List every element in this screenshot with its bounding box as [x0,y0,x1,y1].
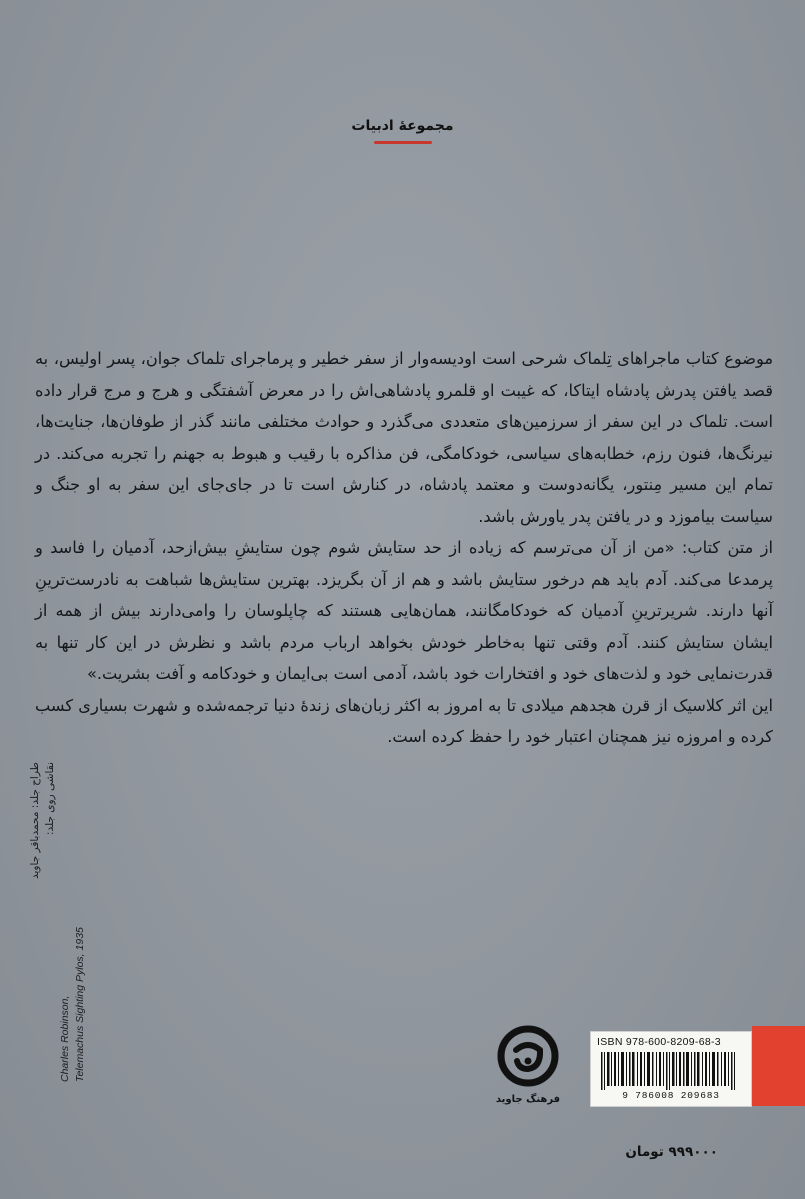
series-header [0,118,805,144]
isbn-barcode-box [590,1031,752,1107]
price: ۹۹۹۰۰۰ تومان [625,1144,718,1160]
blurb-paragraph-legacy: این اثر کلاسیک از قرن هجدهم میلادی تا به امروز به اکثر زبان‌های زندهٔ دنیا ترجمه‌شده و شهرت بسیاری کسب کرده و امروزه نیز همچنان اعتبار خود را حفظ کرده است. [35,695,773,746]
painting-title: Telemachus Sighting Pylos, 1935 [74,927,86,1082]
series-underline [374,141,432,144]
color-tab [752,1026,805,1106]
series-title: مجموعهٔ ادبیات [351,118,454,134]
publisher-logo [488,1025,568,1105]
blurb-paragraph-summary: موضوع کتاب ماجراهای تِلماک شرحی است اودیسه‌وار از سفر خطیر و پرماجرای تلماک جوان، پسر اولیس، به قصد یافتن پدرش پادشاه ایتاکا، که غیبت او قلمرو پادشاهی‌اش را در معرض آشفتگی و هرج و مرج قرار داده است. تلماک در این سفر از سرزمین‌های متعددی می‌گذرد و حوادث مختلفی مانند گذر از طوفان‌ها، جنایت‌ها، نیرنگ‌ها، فنون رزم، خطابه‌های سیاسی، خودکامگی، فن مذاکره با رقیب و هبوط به جهنم را تجربه می‌کند. در تمام این مسیر مِنتور، یگانه‌دوست و معتمد پادشاه، در کنارش است تا در جای‌جای این سفر به او جنگ و سیاست بیاموزد و در یافتن پدر یاورش باشد. [35,349,773,526]
painting-credit-label: نقاشی روی جلد: [44,762,56,836]
back-cover-blurb [35,343,773,753]
blurb-paragraph-excerpt: از متن کتاب: «من از آن می‌ترسم که زیاده از حد ستایش شوم چون ستایشِ بیش‌ازحد، آدمیان را فاسد و پرمدعا می‌کند. آدم باید هم درخور ستایش باشد و هم از آن بگریزد. بهترین ستایش‌ها شباهت به نادرست‌ترینِ آنها دارند. شریرترینِ آدمیان که خودکامگانند، همان‌هایی هستند که چاپلوسان را وامی‌دارند بیش از همه از ایشان ستایش کنند. آدم وقتی تنها به‌خاطر خودش بخواهد ارباب مردم باشد و نظرش در این کار تنها به قدرت‌نمایی خود و لذت‌های خود و افتخارات خود باشد، آدمی است بی‌ایمان و خودکامه و آفت بشریت.» [35,538,773,683]
isbn-number: ISBN 978-600-8209-68-3 [597,1036,721,1048]
publisher-logo-icon [497,1025,559,1087]
barcode [599,1052,741,1090]
painter-name: Charles Robinson, [59,995,71,1082]
cover-credits [28,762,88,1082]
barcode-digits: 9 786008 209683 [622,1090,720,1101]
publisher-name: فرهنگ جاوید [495,1094,561,1105]
designer-credit: طراح جلد: محمدباقر جاوید [29,762,41,879]
